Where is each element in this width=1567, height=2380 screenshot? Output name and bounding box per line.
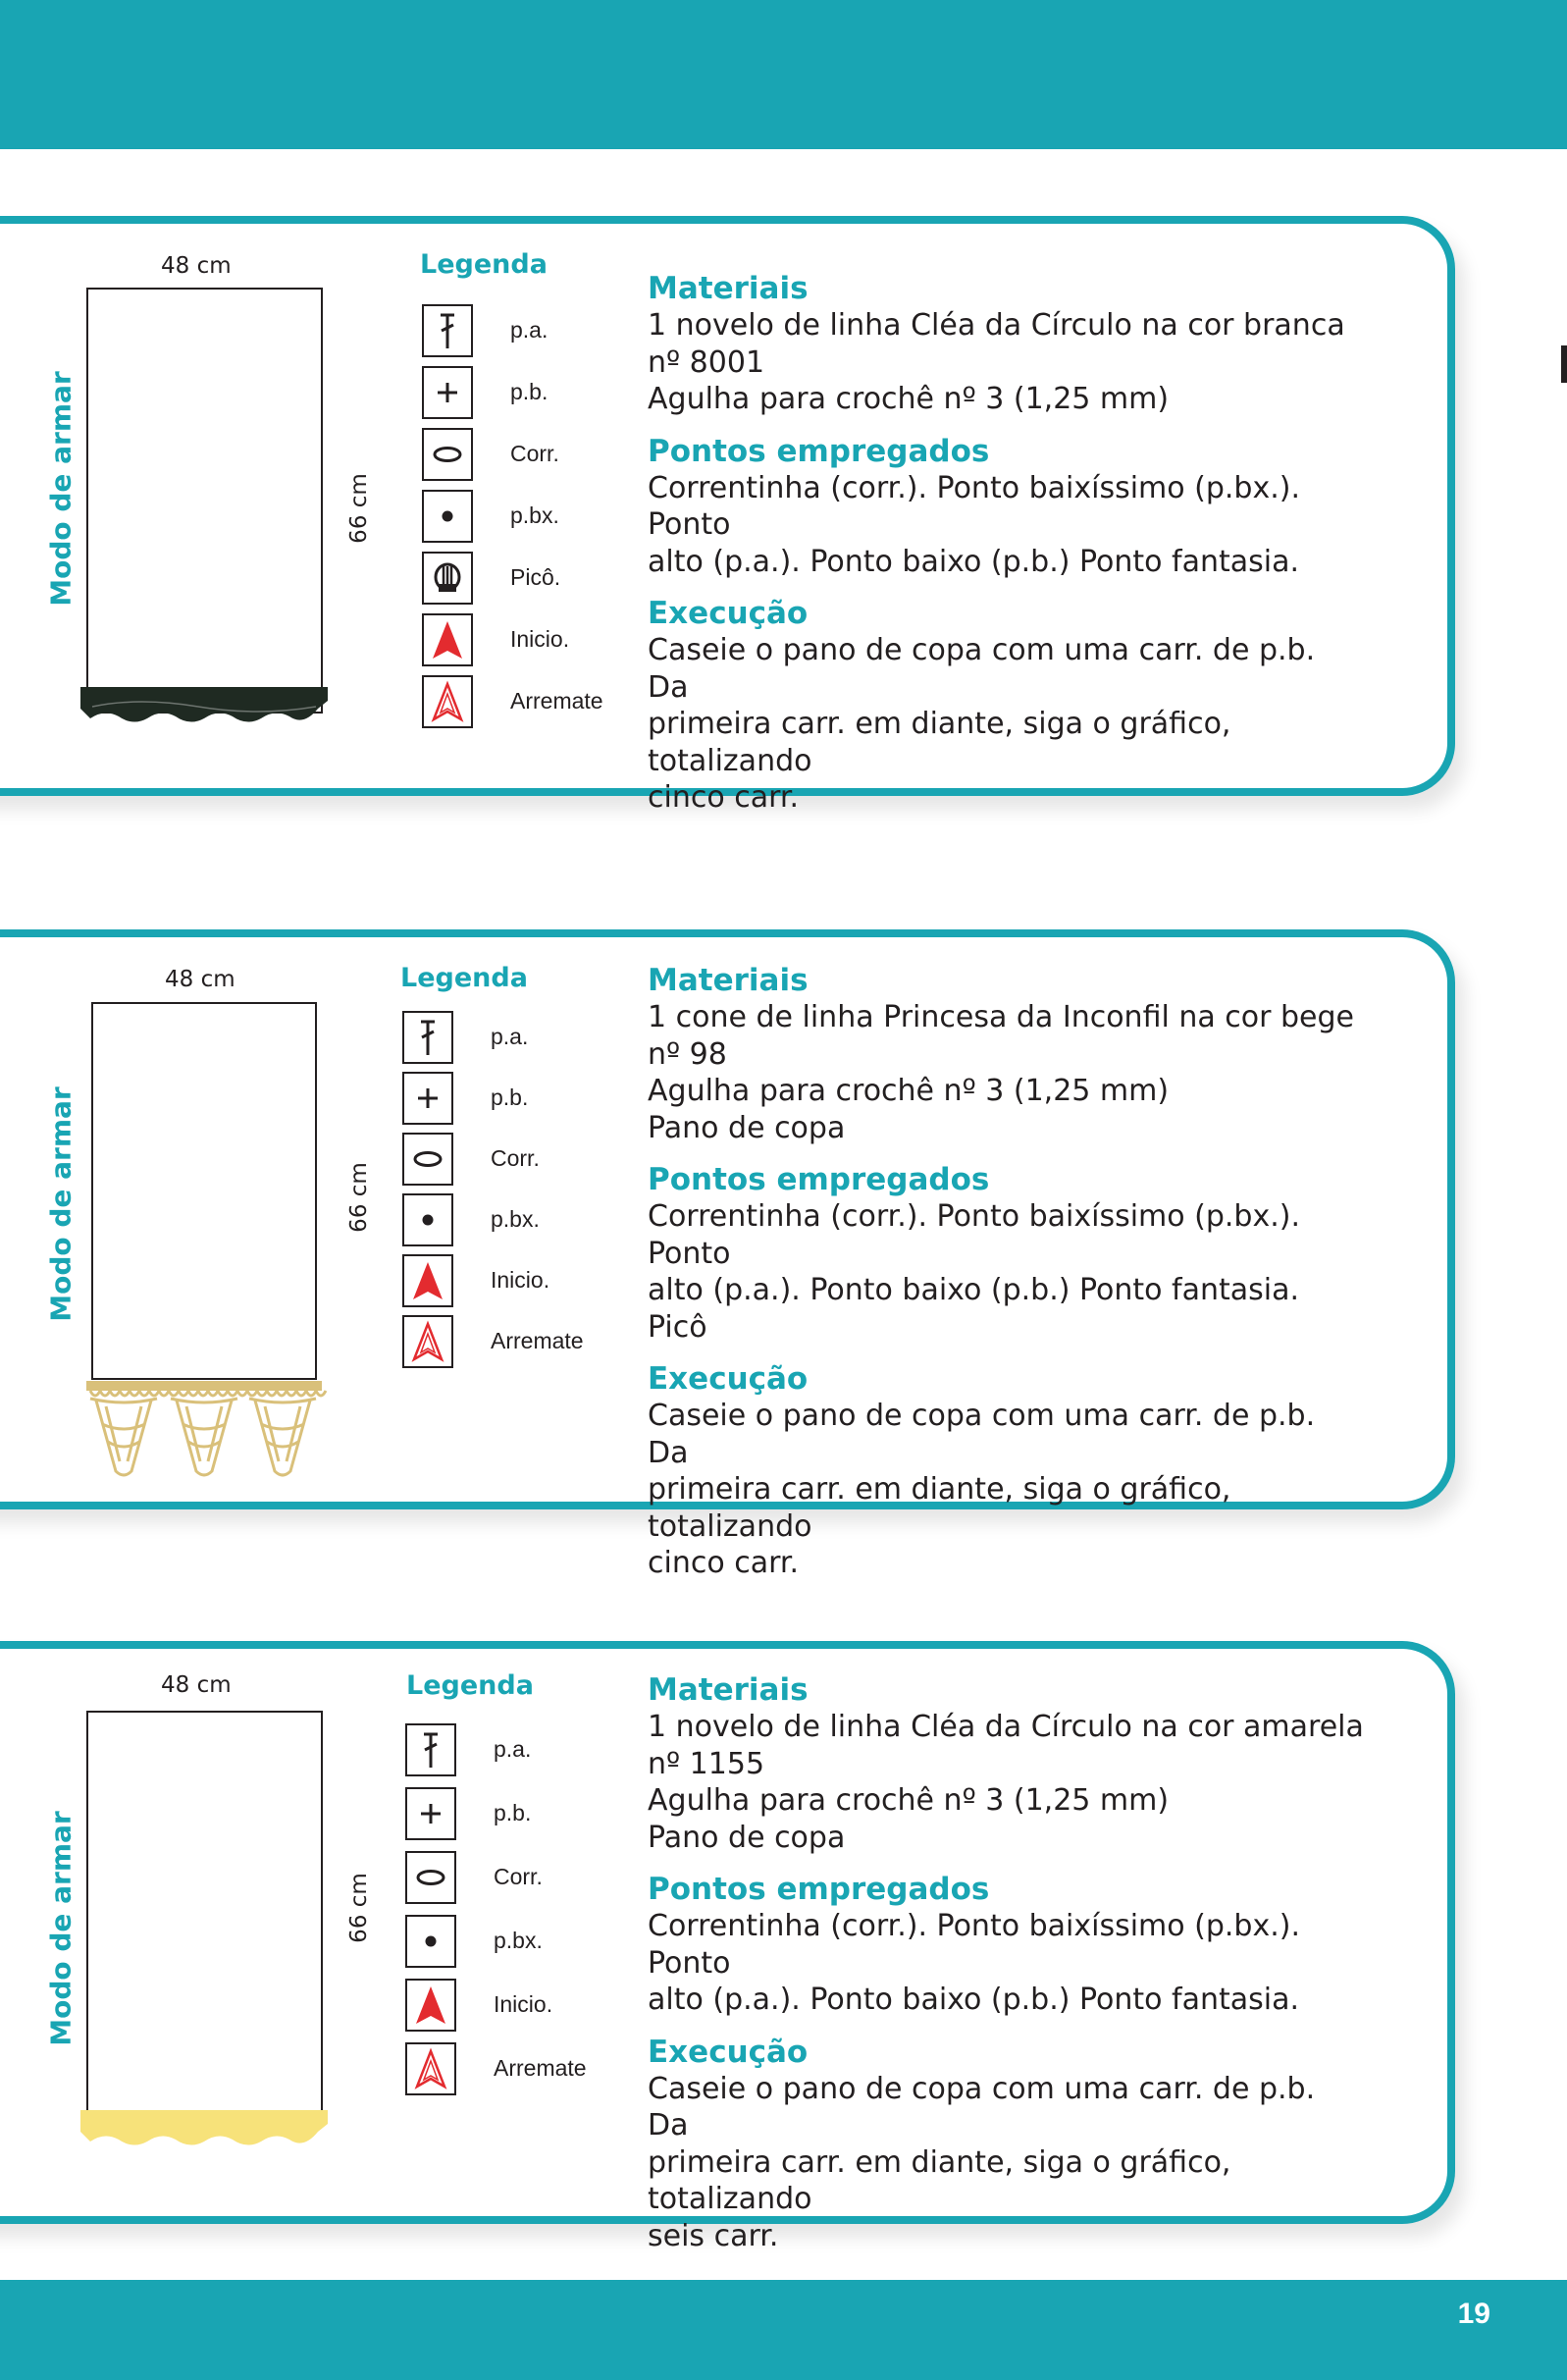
cloth-diagram (86, 288, 323, 714)
side-label: Modo de armar (44, 1811, 78, 2046)
inicio-icon (422, 613, 473, 666)
pattern-card-1 (0, 216, 1455, 815)
legend-label: Inicio. (491, 1267, 550, 1293)
materiais-line: Pano de copa (648, 1820, 846, 1855)
legend-label: p.bx. (510, 502, 559, 528)
pontos-line: Correntinha (corr.). Ponto baixíssimo (p.bx.). Ponto (648, 1199, 1301, 1271)
cloth-diagram (91, 1002, 317, 1380)
legend-label: p.a. (510, 317, 548, 343)
execucao-line: cinco carr. (648, 1546, 800, 1580)
height-label: 66 cm (346, 1873, 372, 1943)
edging-lace (86, 1377, 322, 1485)
info-column (648, 1672, 1364, 2254)
legend-label: p.b. (491, 1084, 529, 1110)
legend-label: p.a. (494, 1736, 532, 1762)
edge-mark (1561, 345, 1567, 383)
pa-icon (405, 1723, 456, 1776)
width-label: 48 cm (161, 253, 232, 279)
execucao-line: primeira carr. em diante, siga o gráfico, totalizando (648, 707, 1231, 778)
corr-icon (422, 428, 473, 481)
arremate-icon (402, 1315, 453, 1368)
section-gap (648, 580, 1364, 596)
execucao-line: cinco carr. (648, 780, 800, 815)
pbx-icon (402, 1193, 453, 1246)
section-gap (648, 418, 1364, 434)
materiais-line: Agulha para crochê nº 3 (1,25 mm) (648, 1074, 1170, 1108)
legend-label: Arremate (491, 1328, 584, 1353)
execucao-line: primeira carr. em diante, siga o gráfico, totalizando (648, 1472, 1231, 1544)
inicio-icon (402, 1254, 453, 1307)
height-label: 66 cm (346, 473, 372, 544)
info-column (648, 963, 1364, 1582)
materiais-line: 1 cone de linha Princesa da Inconfil na cor bege (648, 1000, 1354, 1034)
execucao-line: Caseie o pano de copa com uma carr. de p.b. Da (648, 1399, 1316, 1470)
materiais-title: Materiais (648, 1672, 809, 1708)
top-band (0, 0, 1567, 149)
legend-label: Corr. (494, 1864, 543, 1889)
legend-label: p.b. (510, 379, 548, 404)
execucao-title: Execução (648, 2034, 809, 2070)
legend-label: Corr. (510, 441, 559, 466)
pattern-card-3 (0, 1641, 1455, 2253)
section-gap (648, 1856, 1364, 1872)
pb-icon (422, 366, 473, 419)
section-gap (648, 1146, 1364, 1162)
width-label: 48 cm (165, 967, 235, 992)
legend-label: Inicio. (494, 1991, 553, 2017)
legend-title: Legenda (406, 1670, 534, 1701)
height-label: 66 cm (346, 1162, 372, 1233)
legend-label: p.bx. (491, 1206, 540, 1232)
section-gap (648, 1346, 1364, 1361)
execucao-title: Execução (648, 1361, 809, 1397)
legend-label: p.bx. (494, 1928, 543, 1953)
pontos-line: alto (p.a.). Ponto baixo (p.b.) Ponto fantasia. (648, 544, 1300, 579)
legend-label: Inicio. (510, 626, 570, 652)
pontos-line: Correntinha (corr.). Ponto baixíssimo (p.bx.). Ponto (648, 1909, 1301, 1981)
cloth-diagram (86, 1711, 323, 2121)
pattern-card-2 (0, 929, 1455, 1580)
arremate-icon (405, 2042, 456, 2095)
materiais-title: Materiais (648, 271, 809, 306)
materiais-line: nº 98 (648, 1036, 727, 1072)
materiais-title: Materiais (648, 963, 809, 998)
materiais-line: 1 novelo de linha Cléa da Círculo na cor amarela (648, 1710, 1364, 1744)
side-label: Modo de armar (44, 1086, 78, 1322)
arremate-icon (422, 675, 473, 728)
execucao-title: Execução (648, 596, 809, 631)
pontos-title: Pontos empregados (648, 1162, 990, 1197)
bottom-band (0, 2280, 1567, 2380)
execucao-line: Caseie o pano de copa com uma carr. de p.b. Da (648, 2071, 1316, 2142)
legend-label: p.b. (494, 1800, 532, 1825)
pb-icon (405, 1787, 456, 1840)
materiais-line: Pano de copa (648, 1110, 846, 1145)
pontos-line: alto (p.a.). Ponto baixo (p.b.) Ponto fantasia. (648, 1983, 1300, 2017)
pontos-title: Pontos empregados (648, 433, 990, 469)
materiais-line: nº 1155 (648, 1746, 765, 1781)
legend-label: Arremate (510, 688, 603, 714)
legend-label: Picô. (510, 564, 561, 590)
pbx-icon (405, 1915, 456, 1968)
legend-label: Arremate (494, 2055, 587, 2081)
legend-label: p.a. (491, 1024, 529, 1049)
pa-icon (402, 1011, 453, 1064)
pbx-icon (422, 490, 473, 543)
pico-icon (422, 552, 473, 605)
execucao-line: primeira carr. em diante, siga o gráfico, totalizando (648, 2144, 1231, 2216)
edging-scallop (80, 2110, 328, 2159)
side-label: Modo de armar (44, 371, 78, 607)
width-label: 48 cm (161, 1672, 232, 1698)
info-column (648, 271, 1364, 817)
legend-title: Legenda (400, 963, 528, 993)
legend-label: Corr. (491, 1145, 540, 1171)
materiais-line: Agulha para crochê nº 3 (1,25 mm) (648, 1783, 1170, 1818)
materiais-line: Agulha para crochê nº 3 (1,25 mm) (648, 382, 1170, 416)
page-number: 19 (1457, 2298, 1490, 2330)
materiais-line: 1 novelo de linha Cléa da Círculo na cor branca (648, 308, 1345, 343)
pontos-line: alto (p.a.). Ponto baixo (p.b.) Ponto fantasia. Picô (648, 1273, 1300, 1345)
execucao-line: seis carr. (648, 2218, 779, 2253)
pontos-title: Pontos empregados (648, 1872, 990, 1907)
corr-icon (402, 1133, 453, 1186)
section-gap (648, 2019, 1364, 2035)
execucao-line: Caseie o pano de copa com uma carr. de p.b. Da (648, 633, 1316, 705)
pontos-line: Correntinha (corr.). Ponto baixíssimo (p.bx.). Ponto (648, 470, 1301, 542)
materiais-line: nº 8001 (648, 344, 765, 380)
pa-icon (422, 304, 473, 357)
legend-title: Legenda (420, 249, 548, 280)
edging-scallop (80, 687, 328, 746)
corr-icon (405, 1851, 456, 1904)
pb-icon (402, 1072, 453, 1125)
inicio-icon (405, 1979, 456, 2032)
